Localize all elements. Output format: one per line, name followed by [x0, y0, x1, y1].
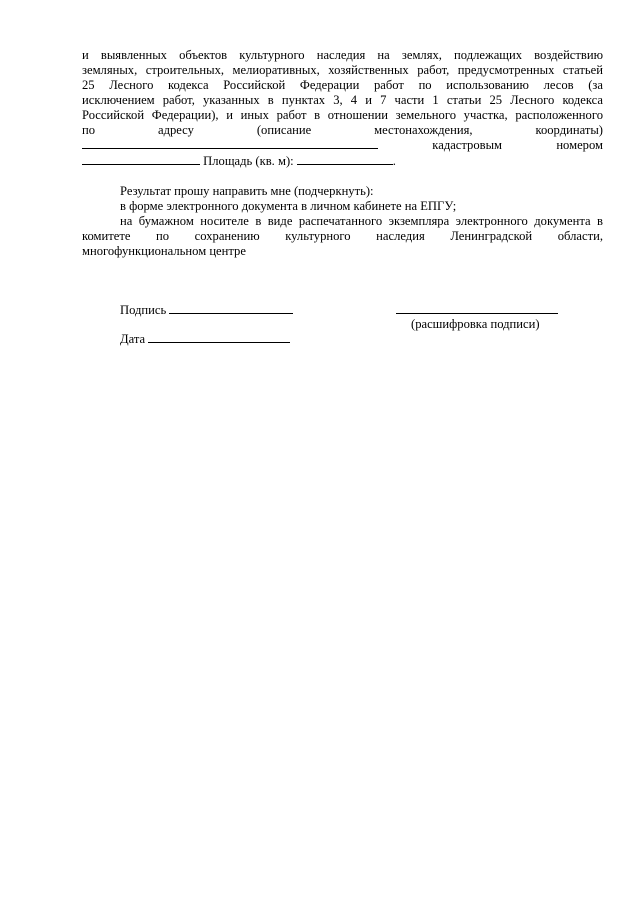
area-end: .: [392, 154, 396, 169]
result-option-paper: [82, 214, 603, 259]
result-section: [82, 184, 603, 259]
signature-field-line: [169, 302, 293, 314]
date-field-line: [148, 331, 290, 343]
paper-line-1: на бумажном носителе в виде распечатанного экземпляра электронного документа в: [120, 213, 603, 228]
body-line-1: и выявленных объектов культурного наследия на землях, подлежащих воздействию: [82, 48, 603, 62]
request-body: [82, 48, 603, 169]
transcript-label: (расшифровка подписи): [411, 317, 540, 331]
date-row: [120, 331, 290, 347]
result-intro: Результат прошу направить мне (подчеркнуть):: [120, 184, 374, 198]
body-line-3: 25 Лесного кодекса Российской Федерации работ по использованию лесов (за: [82, 77, 603, 92]
address-line: [82, 137, 603, 153]
body-line-6: по адресу (описание местонахождения, координаты): [82, 122, 603, 137]
date-label: Дата: [120, 332, 146, 346]
transcript-field-line: [396, 302, 558, 314]
signature-row: [120, 302, 293, 318]
address-field-line: [82, 137, 378, 149]
body-line-2: земляных, строительных, мелиоративных, хозяйственных работ, предусмотренных статьей: [82, 62, 603, 77]
paper-line-3: многофункциональном центре: [82, 243, 246, 258]
area-field-line: [297, 153, 393, 165]
transcript-block: [396, 302, 558, 318]
body-line-5: Российской Федерации), и иных работ в отношении земельного участка, расположенного: [82, 107, 603, 122]
body-line-4: исключением работ, указанных в пунктах 3, 4 и 7 части 1 статьи 25 Лесного кодекса: [82, 92, 603, 107]
cadastral-number-field-line: [82, 153, 200, 165]
area-label: Площадь (кв. м):: [203, 154, 294, 169]
signature-label: Подпись: [120, 303, 167, 317]
cadastral-label: кадастровым номером: [432, 138, 603, 153]
area-line: [82, 153, 603, 169]
result-option-electronic: в форме электронного документа в личном кабинете на ЕПГУ;: [120, 198, 457, 213]
paper-line-2: комитете по сохранению культурного наследия Ленинградской области,: [82, 228, 603, 243]
